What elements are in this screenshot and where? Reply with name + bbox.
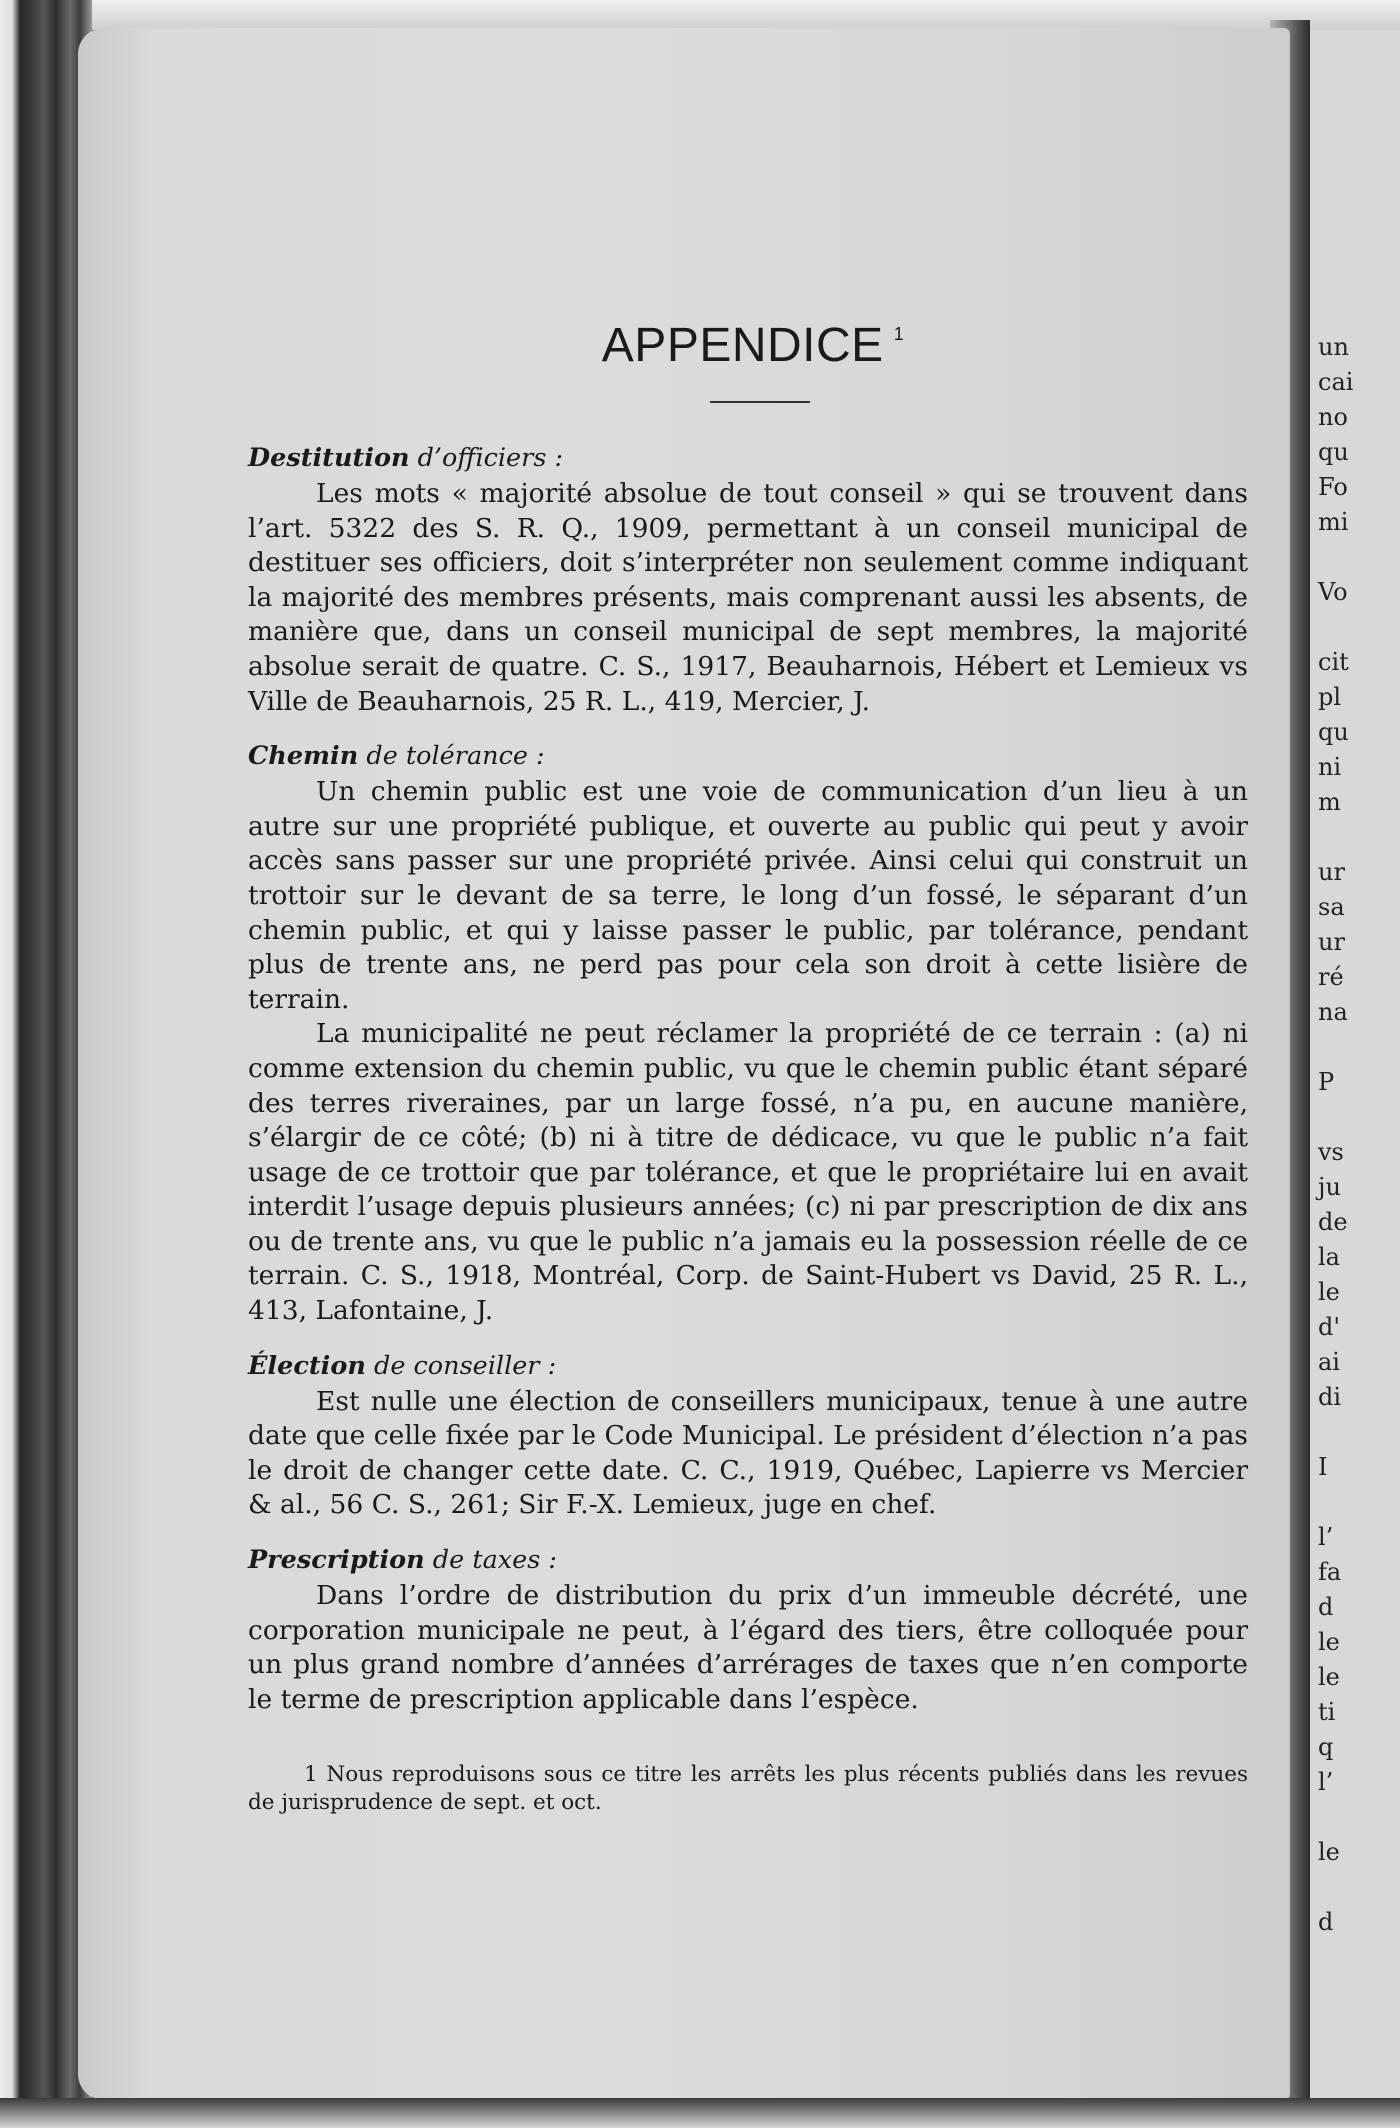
next-page-fragment: le [1318,1278,1340,1306]
next-page-fragment: sa [1318,893,1345,921]
next-page-fragment: fa [1318,1558,1342,1586]
title-divider [710,401,810,403]
next-page-fragment: cai [1318,368,1354,396]
footnote: 1 Nous reproduisons sous ce titre les arrêts les plus récents publiés dans les revues de jurisprudence de sept. et oct. [248,1762,1248,1816]
next-page-fragment: ni [1318,753,1342,781]
section-heading [248,443,1248,473]
next-page-fragment: d [1318,1593,1334,1621]
next-page-fragment: ai [1318,1348,1340,1376]
next-page-fragment: qu [1318,438,1349,466]
next-page-peek [1310,30,1400,2100]
heading-keyword: Élection [248,1350,366,1381]
next-page-fragment: l’ [1318,1768,1334,1796]
next-page-fragment: Fo [1318,473,1348,501]
title-text: APPENDICE [601,319,884,372]
next-page-fragment: cit [1318,648,1349,676]
page-content [248,318,1248,1817]
next-page-fragment: P [1318,1068,1335,1096]
next-page-fragment: I [1318,1453,1328,1481]
paragraph: Un chemin public est une voie de communication d’un lieu à un autre sur une propriété publique, et ouverte au public qui peut y avoir accès sans passer sur une propriété privée. Ainsi celui qui construit un trottoir sur le devant de sa terre, le long d’un fossé, le séparant d’un chemin public, et qui y laisse passer le public, par tolérance, pendant plus de trente ans, ne perd pas pour cela son droit à cette lisière de terrain. [248,776,1248,1015]
next-page-fragment: le [1318,1663,1340,1691]
next-page-fragment: di [1318,1383,1342,1411]
next-page-fragment: un [1318,333,1349,361]
section-heading [248,1351,1248,1381]
next-page-fragment: ur [1318,928,1345,956]
next-page-fragment: ju [1318,1173,1341,1201]
next-page-fragment: mi [1318,508,1349,536]
scan-top-edge [0,0,1400,30]
paragraph: Dans l’ordre de distribution du prix d’un immeuble décrété, une corporation municipale ne peut, à l’égard des tiers, être colloquée pour un plus grand nombre d’années d’arrérages de taxes que n’en comporte le terme de prescription applicable dans l’espèce. [248,1580,1248,1715]
section [248,741,1248,1329]
heading-keyword: Chemin [248,741,359,772]
section [248,1545,1248,1717]
section [248,1351,1248,1523]
next-page-fragment: vs [1318,1138,1344,1166]
next-page-fragment: q [1318,1733,1334,1761]
section-heading [248,1545,1248,1575]
next-page-fragment: na [1318,998,1348,1026]
heading-rest: de conseiller : [374,1350,557,1381]
heading-rest: de tolérance : [366,741,545,772]
next-page-fragment: d [1318,1908,1334,1936]
next-page-fragment: qu [1318,718,1349,746]
next-page-fragment: Vo [1318,578,1348,606]
section-heading [248,741,1248,771]
next-page-fragment: pl [1318,683,1342,711]
next-page-fragment: ré [1318,963,1344,991]
scan-bottom-edge [0,2098,1400,2128]
next-page-fragment: no [1318,403,1348,431]
section [248,443,1248,719]
next-page-fragment: de [1318,1208,1348,1236]
next-page-fragment: l’ [1318,1523,1334,1551]
next-page-fragment: la [1318,1243,1340,1271]
heading-keyword: Destitution [248,443,410,473]
footnote-marker: 1 [893,324,905,344]
next-page-fragment: d' [1318,1313,1340,1341]
page-title [248,318,1248,373]
paragraph: Les mots « majorité absolue de tout conseil » qui se trouvent dans l’art. 5322 des S. R. Q., 1909, permettant à un conseil municipal de destituer ses officiers, doit s’interpréter non seulement comme indiquant la majorité des membres présents, mais comprenant aussi les absents, de manière que, dans un conseil municipal de sept membres, la majorité absolue serait de quatre. C. S., 1917, Beauharnois, Hébert et Lemieux vs Ville de Beauharnois, 25 R. L., 419, Mercier, J. [248,478,1248,717]
paragraph: La municipalité ne peut réclamer la propriété de ce terrain : (a) ni comme extension du chemin public, vu que le chemin public étant séparé des terres riveraines, par un large fossé, n’a pu, en aucune manière, s’élargir de ce côté; (b) ni à titre de dédicace, vu que le public n’a fait usage de ce trottoir que par tolérance, et que le propriétaire lui en avait interdit l’usage depuis plusieurs années; (c) ni par prescription de dix ans ou de trente ans, vu que le public n’a jamais eu la possession réelle de ce terrain. C. S., 1918, Montréal, Corp. de Saint-Hubert vs David, 25 R. L., 413, Lafontaine, J. [248,1018,1248,1327]
next-page-fragment: le [1318,1838,1340,1866]
next-page-fragment: m [1318,788,1341,816]
heading-rest: de taxes : [432,1545,558,1576]
heading-rest: d’officiers : [417,443,564,473]
next-page-fragment: le [1318,1628,1340,1656]
next-page-fragment: ur [1318,858,1345,886]
paragraph: Est nulle une élection de conseillers municipaux, tenue à une autre date que celle fixée par le Code Municipal. Le président d’élection n’a pas le droit de changer cette date. C. C., 1919, Québec, Lapierre vs Mercier & al., 56 C. S., 261; Sir F.-X. Lemieux, juge en chef. [248,1385,1248,1521]
next-page-fragment: ti [1318,1698,1336,1726]
heading-keyword: Prescription [248,1545,425,1576]
